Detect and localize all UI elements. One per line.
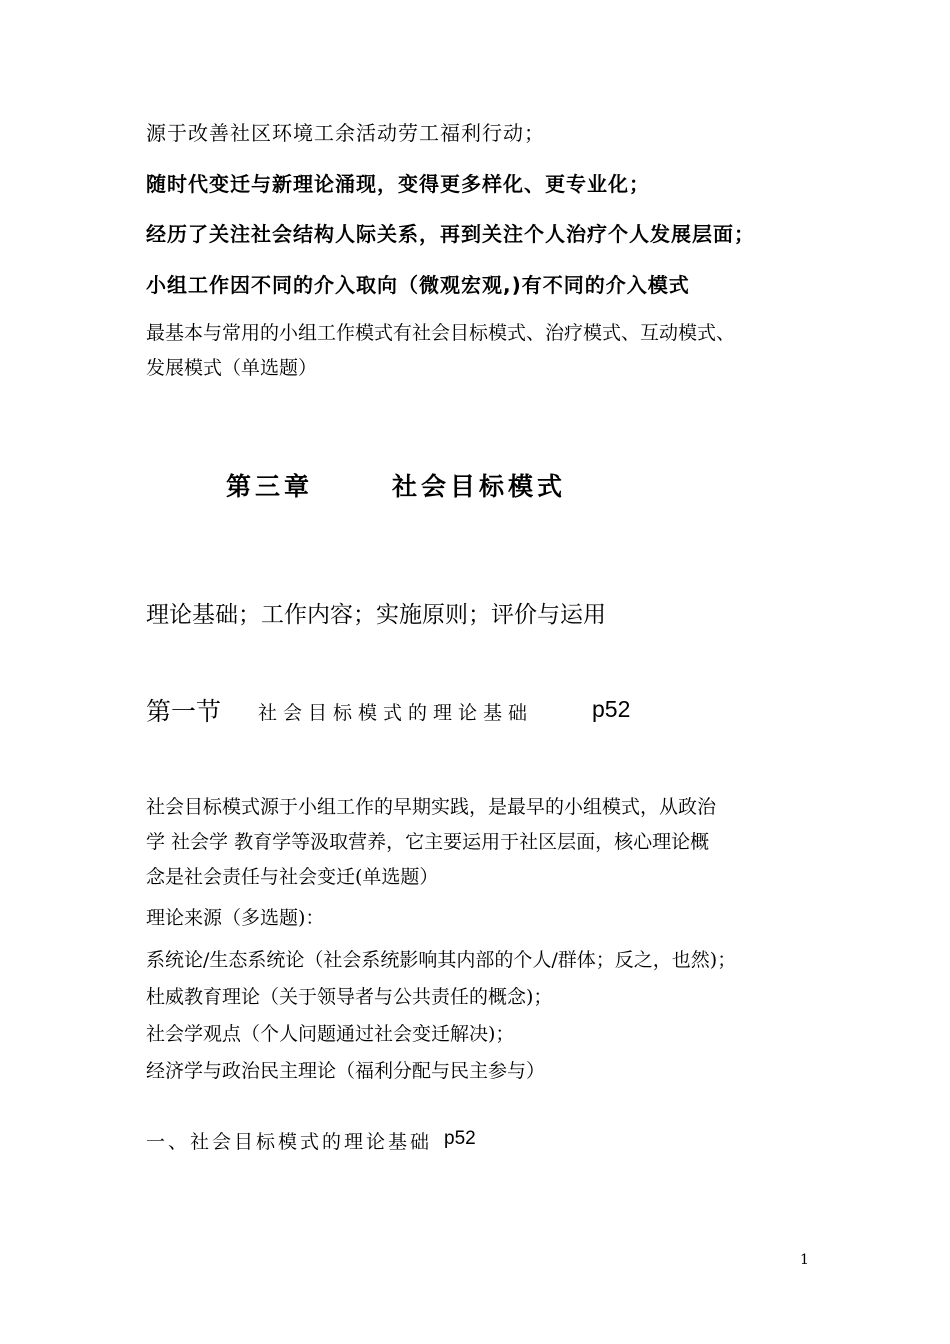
- text-line-3: 经历了关注社会结构人际关系，再到关注个人治疗个人发展层面；: [146, 222, 755, 246]
- section-label: 第一节: [146, 697, 222, 726]
- text-line-5: 最基本与常用的小组工作模式有社会目标模式、治疗模式、互动模式、: [146, 322, 736, 344]
- body-line-1: 社会目标模式源于小组工作的早期实践，是最早的小组模式，从政治: [146, 796, 717, 818]
- subsection-page-ref: p52: [444, 1128, 476, 1149]
- page-number: 1: [800, 1252, 809, 1268]
- body-line-5: 系统论/生态系统论（社会系统影响其内部的个人/群体；反之，也然)；: [146, 949, 737, 971]
- body-line-6: 杜威教育理论（关于领导者与公共责任的概念)；: [146, 986, 553, 1008]
- body-line-7: 社会学观点（个人问题通过社会变迁解决)；: [146, 1023, 515, 1045]
- body-line-3: 念是社会责任与社会变迁(单选题）: [146, 866, 439, 888]
- chapter-overview: 理论基础；工作内容；实施原则；评价与运用: [146, 602, 606, 628]
- chapter-title: 社会目标模式: [392, 472, 567, 501]
- chapter-number: 第三章: [226, 472, 314, 501]
- text-line-1: 源于改善社区环境工余活动劳工福利行动；: [146, 121, 545, 145]
- body-line-2: 学 社会学 教育学等汲取营养，它主要运用于社区层面，核心理论概: [146, 831, 710, 853]
- section-title: 社会目标模式的理论基础: [258, 702, 534, 724]
- body-line-8: 经济学与政治民主理论（福利分配与民主参与）: [146, 1060, 546, 1082]
- body-line-4: 理论来源（多选题)：: [146, 907, 325, 929]
- text-line-2: 随时代变迁与新理论涌现，变得更多样化、更专业化；: [146, 172, 650, 196]
- section-page-ref: p52: [592, 696, 631, 722]
- text-line-6: 发展模式（单选题）: [146, 357, 318, 379]
- text-line-4: 小组工作因不同的介入取向（微观宏观,)有不同的介入模式: [146, 273, 690, 297]
- subsection-title: 一、社会目标模式的理论基础: [146, 1131, 433, 1153]
